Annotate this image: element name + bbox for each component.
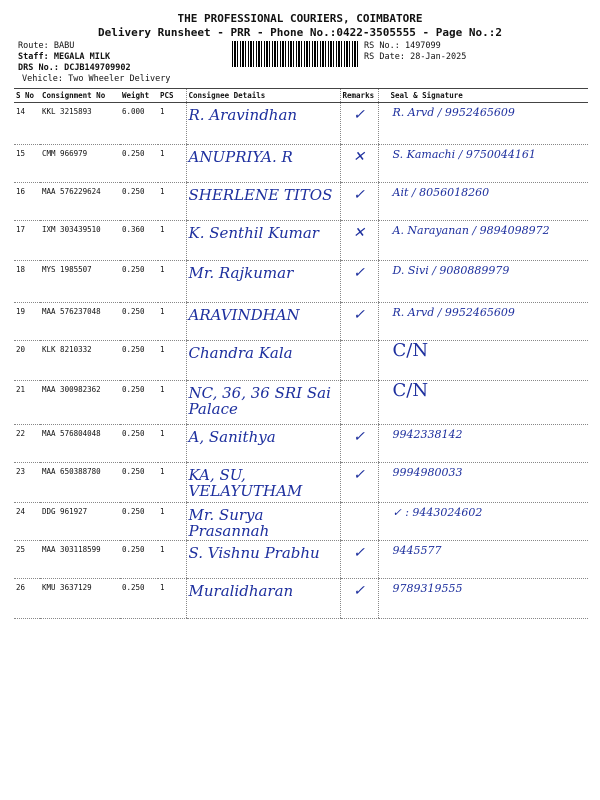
col-pcs: PCS (158, 89, 186, 103)
col-remarks: Remarks (340, 89, 378, 103)
row-signature: 9942338142 (378, 425, 588, 463)
drs-label: DRS No.: (18, 63, 59, 73)
row-consignee: A, Sanithya (186, 425, 340, 463)
row-pcs: 1 (158, 503, 186, 541)
runsheet-table (14, 88, 588, 619)
row-sno: 23 (14, 463, 40, 503)
drs-line (18, 63, 131, 73)
row-consignee: ARAVINDHAN (186, 303, 340, 341)
row-pcs: 1 (158, 103, 186, 145)
row-signature: 9445577 (378, 541, 588, 579)
row-consignment-no: CMM 966979 (40, 145, 120, 183)
row-signature: ✓ : 9443024602 (378, 503, 588, 541)
row-consignment-no: MAA 576229624 (40, 183, 120, 221)
row-sno: 25 (14, 541, 40, 579)
row-consignment-no: MAA 300982362 (40, 381, 120, 425)
row-remark: ✕ (340, 145, 378, 183)
row-sno: 14 (14, 103, 40, 145)
barcode-image (232, 41, 358, 67)
row-sno: 24 (14, 503, 40, 541)
table-row (14, 221, 588, 261)
row-pcs: 1 (158, 541, 186, 579)
table-row (14, 463, 588, 503)
rs-no-value: 1497099 (404, 41, 441, 51)
staff-line (18, 52, 110, 62)
table-row (14, 261, 588, 303)
row-signature: D. Sivi / 9080889979 (378, 261, 588, 303)
table-row (14, 541, 588, 579)
row-consignment-no: KLK 8210332 (40, 341, 120, 381)
row-consignment-no: MAA 576237048 (40, 303, 120, 341)
row-weight: 0.250 (120, 381, 158, 425)
row-remark (340, 381, 378, 425)
row-consignee: S. Vishnu Prabhu (186, 541, 340, 579)
table-row (14, 503, 588, 541)
row-remark: ✕ (340, 221, 378, 261)
table-row (14, 103, 588, 145)
route-line (18, 41, 74, 51)
row-consignment-no: KKL 3215893 (40, 103, 120, 145)
row-weight: 0.360 (120, 221, 158, 261)
row-weight: 6.000 (120, 103, 158, 145)
row-signature: 9789319555 (378, 579, 588, 619)
table-row (14, 303, 588, 341)
row-consignment-no: MAA 303118599 (40, 541, 120, 579)
row-signature: Ait / 8056018260 (378, 183, 588, 221)
row-weight: 0.250 (120, 463, 158, 503)
row-sno: 16 (14, 183, 40, 221)
staff-label: Staff: (18, 52, 49, 62)
row-consignment-no: MYS 1985507 (40, 261, 120, 303)
col-weight: Weight (120, 89, 158, 103)
row-pcs: 1 (158, 145, 186, 183)
row-weight: 0.250 (120, 541, 158, 579)
row-remark (340, 503, 378, 541)
col-sno: S No (14, 89, 40, 103)
table-row (14, 425, 588, 463)
rs-date-label: RS Date: (364, 52, 405, 62)
table-row (14, 579, 588, 619)
row-remark: ✓ (340, 303, 378, 341)
row-sno: 19 (14, 303, 40, 341)
col-signature: Seal & Signature (378, 89, 588, 103)
row-remark (340, 341, 378, 381)
row-signature: C/N (378, 381, 588, 425)
row-pcs: 1 (158, 183, 186, 221)
row-sno: 20 (14, 341, 40, 381)
row-pcs: 1 (158, 579, 186, 619)
row-weight: 0.250 (120, 261, 158, 303)
row-consignment-no: KMU 3637129 (40, 579, 120, 619)
row-remark: ✓ (340, 425, 378, 463)
row-signature: A. Narayanan / 9894098972 (378, 221, 588, 261)
row-sno: 21 (14, 381, 40, 425)
row-consignment-no: IXM 303439510 (40, 221, 120, 261)
row-consignee: Mr. Surya Prasannah (186, 503, 340, 541)
col-consignee: Consignee Details (186, 89, 340, 103)
row-consignee: R. Aravindhan (186, 103, 340, 145)
table-row (14, 145, 588, 183)
row-pcs: 1 (158, 303, 186, 341)
rs-date-line (364, 52, 466, 62)
row-signature: C/N (378, 341, 588, 381)
row-consignee: K. Senthil Kumar (186, 221, 340, 261)
row-weight: 0.250 (120, 145, 158, 183)
row-sno: 26 (14, 579, 40, 619)
row-pcs: 1 (158, 381, 186, 425)
table-header-row (14, 89, 588, 103)
row-pcs: 1 (158, 463, 186, 503)
row-remark: ✓ (340, 183, 378, 221)
row-sno: 18 (14, 261, 40, 303)
row-weight: 0.250 (120, 503, 158, 541)
row-consignee: Muralidharan (186, 579, 340, 619)
col-consignment: Consignment No (40, 89, 120, 103)
vehicle-line (22, 74, 170, 84)
row-signature: R. Arvd / 9952465609 (378, 303, 588, 341)
row-consignment-no: MAA 650388780 (40, 463, 120, 503)
row-signature: R. Arvd / 9952465609 (378, 103, 588, 145)
row-weight: 0.250 (120, 425, 158, 463)
rs-no-label: RS No.: (364, 41, 400, 51)
row-consignee: NC, 36, 36 SRI Sai Palace (186, 381, 340, 425)
drs-value: DCJB149709902 (64, 63, 131, 73)
row-signature: S. Kamachi / 9750044161 (378, 145, 588, 183)
row-remark: ✓ (340, 261, 378, 303)
route-label: Route: (18, 41, 49, 51)
row-consignee: KA, SU, VELAYUTHAM (186, 463, 340, 503)
row-sno: 15 (14, 145, 40, 183)
row-sno: 22 (14, 425, 40, 463)
row-pcs: 1 (158, 341, 186, 381)
row-weight: 0.250 (120, 341, 158, 381)
row-consignee: Chandra Kala (186, 341, 340, 381)
route-value: BABU (53, 41, 75, 51)
row-pcs: 1 (158, 261, 186, 303)
row-sno: 17 (14, 221, 40, 261)
row-pcs: 1 (158, 221, 186, 261)
row-consignee: SHERLENE TITOS (186, 183, 340, 221)
row-consignee: ANUPRIYA. R (186, 145, 340, 183)
row-weight: 0.250 (120, 183, 158, 221)
company-title: THE PROFESSIONAL COURIERS, COIMBATORE (177, 12, 423, 25)
table-row (14, 341, 588, 381)
vehicle-value: Two Wheeler Delivery (68, 74, 171, 84)
table-row (14, 183, 588, 221)
table-row (14, 381, 588, 425)
row-weight: 0.250 (120, 579, 158, 619)
row-consignment-no: MAA 576804048 (40, 425, 120, 463)
table-body (14, 103, 588, 619)
row-pcs: 1 (158, 425, 186, 463)
runsheet-subtitle: Delivery Runsheet - PRR - Phone No.:0422-3505555 - Page No.:2 (98, 26, 502, 39)
rs-no-line (364, 41, 441, 51)
rs-date-value: 28-Jan-2025 (410, 52, 467, 62)
vehicle-label: Vehicle: (22, 74, 63, 84)
row-remark: ✓ (340, 579, 378, 619)
row-consignment-no: DDG 961927 (40, 503, 120, 541)
row-remark: ✓ (340, 541, 378, 579)
staff-value: MEGALA MILK (53, 52, 111, 62)
row-signature: 9994980033 (378, 463, 588, 503)
row-consignee: Mr. Rajkumar (186, 261, 340, 303)
row-remark: ✓ (340, 463, 378, 503)
row-weight: 0.250 (120, 303, 158, 341)
row-remark: ✓ (340, 103, 378, 145)
